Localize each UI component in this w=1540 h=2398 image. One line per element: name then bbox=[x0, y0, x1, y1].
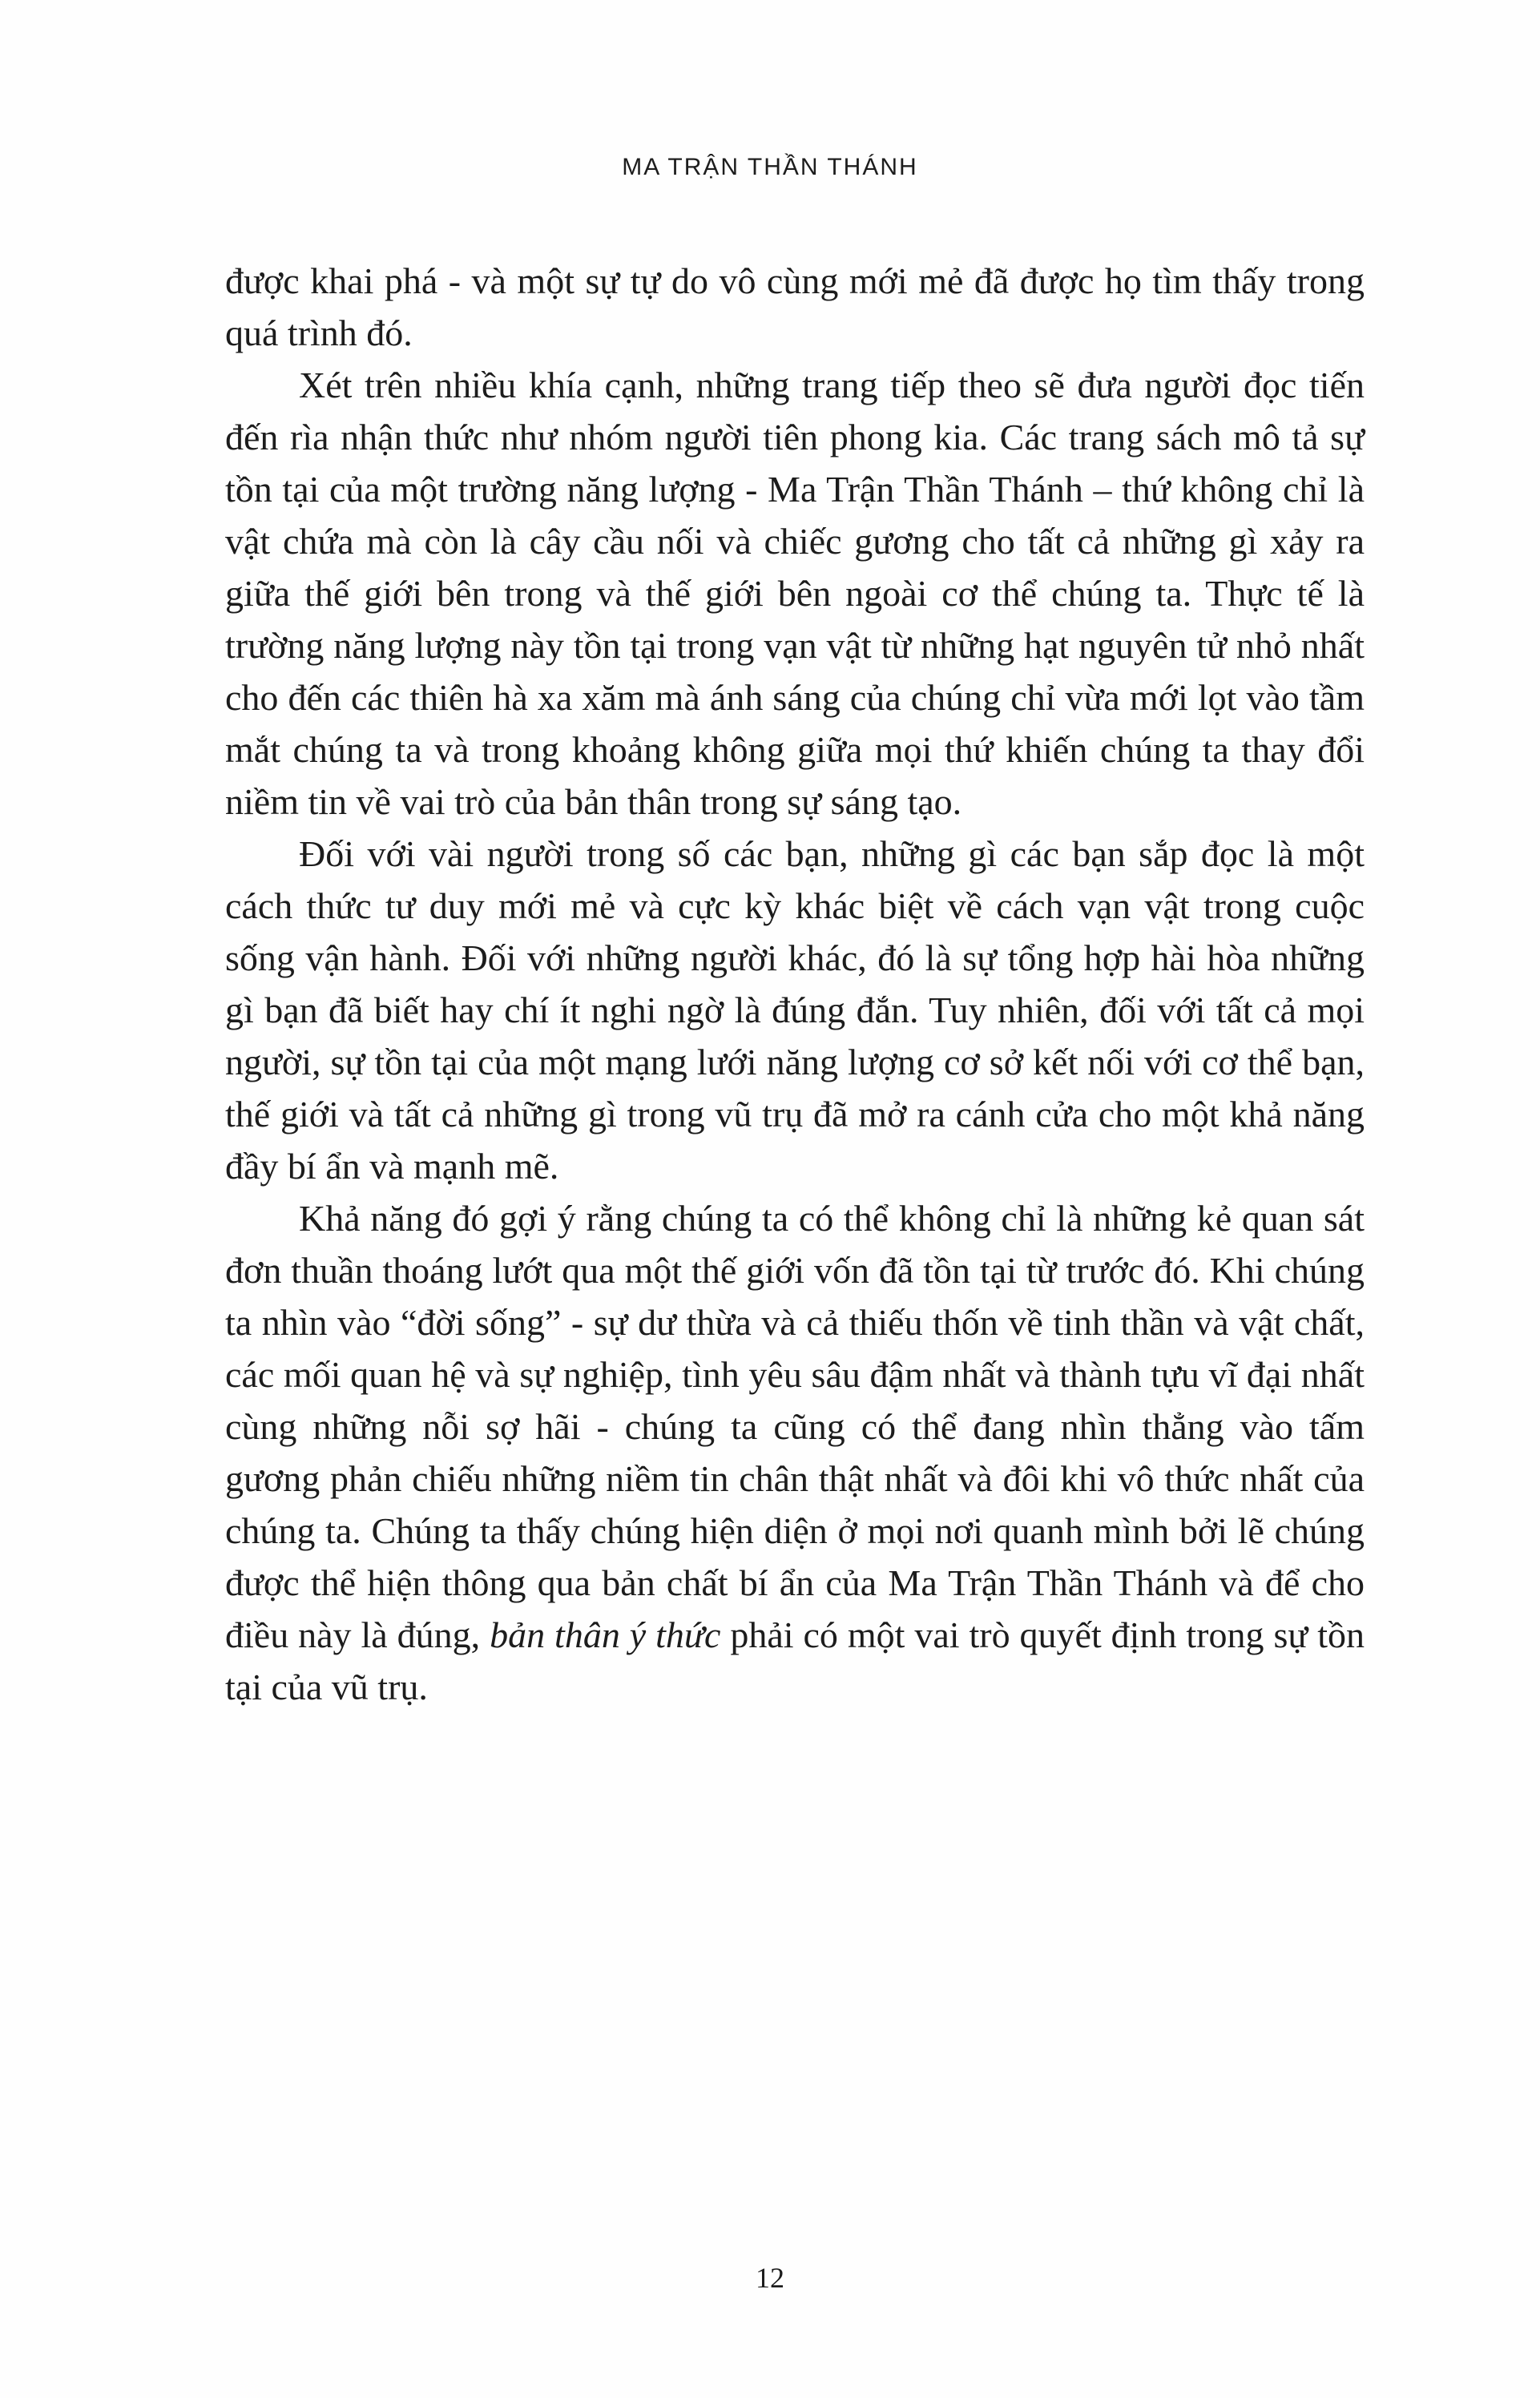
paragraph bbox=[225, 255, 1365, 359]
paragraph bbox=[225, 1192, 1365, 1713]
text-run: Khả năng đó gợi ý rằng chúng ta có thể không chỉ là những kẻ quan sát đơn thuần thoáng lướt qua một thế giới vốn đã tồn tại từ trước đó. Khi chúng ta nhìn vào “đời sống” - sự dư thừa và cả thiếu thốn về tinh thần và vật chất, các mối quan hệ và sự nghiệp, tình yêu sâu đậm nhất và thành tựu vĩ đại nhất cùng những nỗi sợ hãi - chúng ta cũng có thể đang nhìn thẳng vào tấm gương phản chiếu những niềm tin chân thật nhất và đôi khi vô thức nhất của chúng ta. Chúng ta thấy chúng hiện diện ở mọi nơi quanh mình bởi lẽ chúng được thể hiện thông qua bản chất bí ẩn của Ma Trận Thần Thánh và để cho điều này là đúng, bbox=[225, 1198, 1365, 1655]
body-text bbox=[225, 255, 1365, 1713]
paragraph bbox=[225, 828, 1365, 1192]
text-run: được khai phá - và một sự tự do vô cùng mới mẻ đã được họ tìm thấy trong quá trình đó. bbox=[225, 260, 1365, 353]
text-run: Đối với vài người trong số các bạn, những gì các bạn sắp đọc là một cách thức tư duy mới mẻ và cực kỳ khác biệt về cách vạn vật trong cuộc sống vận hành. Đối với những người khác, đó là sự tổng hợp hài hòa những gì bạn đã biết hay chí ít nghi ngờ là đúng đắn. Tuy nhiên, đối với tất cả mọi người, sự tồn tại của một mạng lưới năng lượng cơ sở kết nối với cơ thể bạn, thế giới và tất cả những gì trong vũ trụ đã mở ra cánh cửa cho một khả năng đầy bí ẩn và mạnh mẽ. bbox=[225, 833, 1365, 1187]
paragraph bbox=[225, 359, 1365, 828]
page-number: 12 bbox=[756, 2262, 784, 2294]
text-run: phải có một vai trò quyết định trong sự tồn tại của vũ trụ. bbox=[225, 1614, 1365, 1707]
text-run: Xét trên nhiều khía cạnh, những trang tiếp theo sẽ đưa người đọc tiến đến rìa nhận thức như nhóm người tiên phong kia. Các trang sách mô tả sự tồn tại của một trường năng lượng - Ma Trận Thần Thánh – thứ không chỉ là vật chứa mà còn là cây cầu nối và chiếc gương cho tất cả những gì xảy ra giữa thế giới bên trong và thế giới bên ngoài cơ thể chúng ta. Thực tế là trường năng lượng này tồn tại trong vạn vật từ những hạt nguyên tử nhỏ nhất cho đến các thiên hà xa xăm mà ánh sáng của chúng chỉ vừa mới lọt vào tầm mắt chúng ta và trong khoảng không giữa mọi thứ khiến chúng ta thay đổi niềm tin về vai trò của bản thân trong sự sáng tạo. bbox=[225, 365, 1365, 822]
italic-text-run: bản thân ý thức bbox=[490, 1614, 721, 1655]
running-header: MA TRẬN THẦN THÁNH bbox=[622, 154, 918, 180]
